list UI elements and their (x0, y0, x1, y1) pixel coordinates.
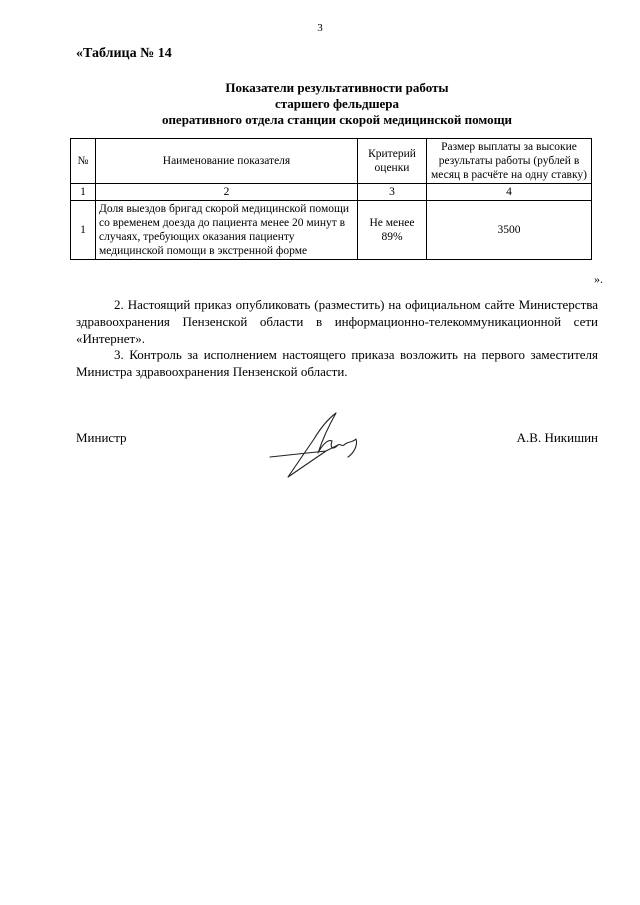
handwritten-signature (268, 405, 378, 485)
paragraph-3-text: 3. Контроль за исполнением настоящего приказа возложить на первого заместителя Министра здравоохранения Пензенской области. (76, 347, 598, 379)
column-number-2: 2 (96, 184, 358, 201)
header-name: Наименование показателя (96, 139, 358, 184)
paragraph-3 (76, 346, 598, 380)
row-num: 1 (71, 201, 96, 260)
signer-title: Министр (76, 430, 127, 445)
header-criterion: Критерий оценки (358, 139, 427, 184)
page-number: 3 (317, 22, 323, 34)
title-line-2: старшего фельдшера (274, 96, 400, 111)
column-number-1: 1 (71, 184, 96, 201)
closing-quote: ». (594, 272, 603, 286)
column-number-row (71, 184, 592, 201)
signer-name: А.В. Никишин (516, 430, 598, 445)
column-number-3: 3 (358, 184, 427, 201)
table-row (71, 201, 592, 260)
table-caption: «Таблица № 14 (76, 46, 172, 61)
paragraph-2-text: 2. Настоящий приказ опубликовать (разместить) на официальном сайте Министерства здравоохранения Пензенской области в информационно-телекоммуникационной сети «Интернет». (76, 297, 598, 346)
paragraph-2 (76, 296, 598, 347)
row-name: Доля выездов бригад скорой медицинской помощи со временем доезда до пациента менее 20 минут в случаях, требующих оказания пациенту медицинской помощи в экстренной форме (96, 201, 358, 260)
row-payment: 3500 (427, 201, 592, 260)
title-line-3: оперативного отдела станции скорой медицинской помощи (161, 112, 513, 127)
header-num: № (71, 139, 96, 184)
column-number-4: 4 (427, 184, 592, 201)
header-payment: Размер выплаты за высокие результаты работы (рублей в месяц в расчёте на одну ставку) (427, 139, 592, 184)
title-line-1: Показатели результативности работы (225, 80, 449, 95)
document-title (76, 80, 598, 128)
table-header-row (71, 139, 592, 184)
indicators-table (70, 138, 592, 260)
row-criterion: Не менее 89% (358, 201, 427, 260)
